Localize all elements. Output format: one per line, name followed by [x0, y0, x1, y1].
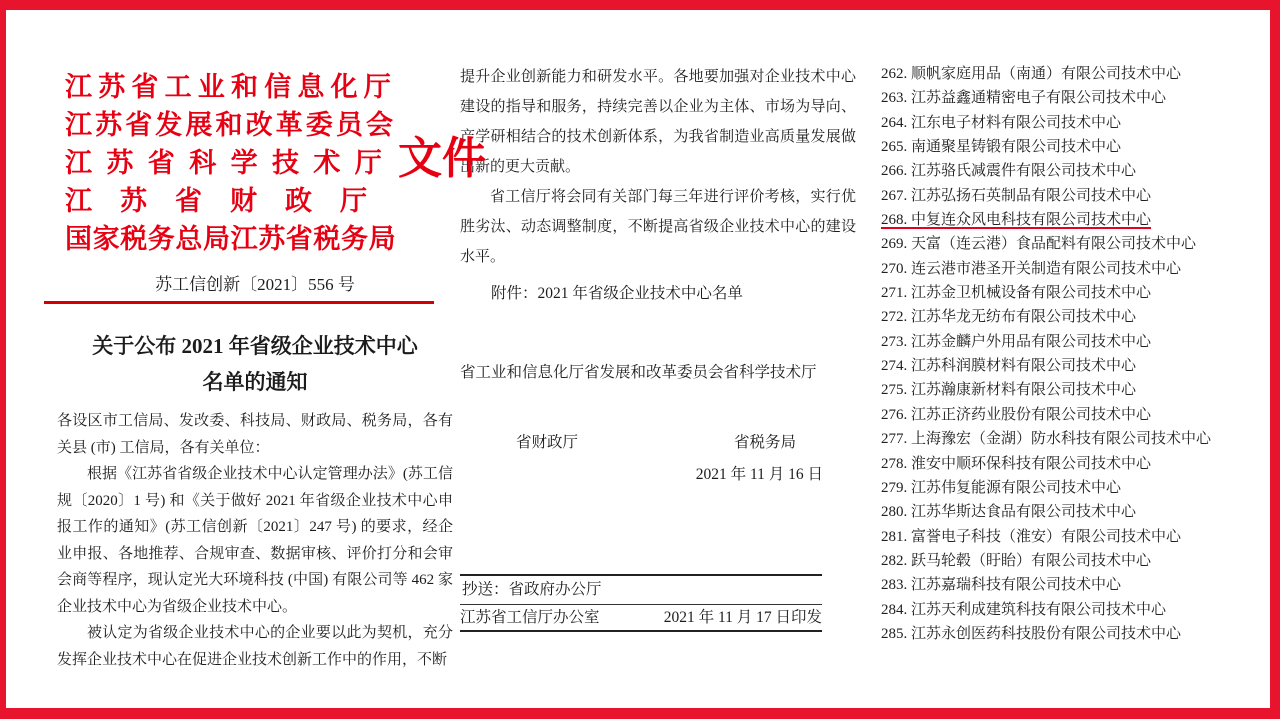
letterhead-agency: 江苏省发展和改革委员会 [65, 110, 397, 140]
letterhead-doc-word: 文件 [398, 134, 486, 183]
list-item-highlighted: 268. 中复连众风电科技有限公司技术中心 [881, 212, 1152, 229]
body-paragraph: 提升企业创新能力和研发水平。各地要加强对企业技术中心建设的指导和服务，持续完善以企业为主体、市场为导向、产学研相结合的技术创新体系，为我省制造业高质量发展做出新的更大贡献。 [460, 69, 856, 175]
list-item: 270. 连云港市港圣开关制造有限公司技术中心 [881, 260, 1182, 277]
letterhead [65, 68, 486, 258]
signature-agency: 省发展和改革委员会 [584, 364, 724, 381]
list-item: 274. 江苏科润膜材料有限公司技术中心 [881, 358, 1137, 375]
list-item: 264. 江东电子材料有限公司技术中心 [881, 114, 1122, 131]
list-item: 271. 江苏金卫机械设备有限公司技术中心 [881, 285, 1152, 302]
signature-agency: 省科学技术厅 [723, 364, 817, 381]
issue-line [460, 605, 822, 630]
issuing-office: 江苏省工信厅办公室 [460, 609, 600, 626]
list-item: 281. 富誉电子科技（淮安）有限公司技术中心 [881, 528, 1182, 545]
list-item: 275. 江苏瀚康新材料有限公司技术中心 [881, 382, 1137, 399]
letterhead-divider [44, 301, 434, 304]
document-footer [460, 574, 822, 632]
list-item: 283. 江苏嘉瑞科技有限公司技术中心 [881, 577, 1122, 594]
list-item: 284. 江苏天利成建筑科技有限公司技术中心 [881, 601, 1167, 618]
footer-rule [460, 630, 822, 632]
list-item: 276. 江苏正济药业股份有限公司技术中心 [881, 406, 1152, 423]
attachment-label: 附件：2021 年省级企业技术中心名单 [491, 285, 743, 302]
list-item: 279. 江苏伟复能源有限公司技术中心 [881, 479, 1122, 496]
list-item: 278. 淮安中顺环保科技有限公司技术中心 [881, 455, 1152, 472]
right-column [856, 10, 1270, 708]
list-item: 265. 南通聚星铸锻有限公司技术中心 [881, 139, 1122, 156]
document-title [57, 328, 453, 400]
cc-line: 抄送：省政府办公厅 [462, 581, 602, 598]
list-item: 280. 江苏华斯达食品有限公司技术中心 [881, 504, 1137, 521]
list-item: 267. 江苏弘扬石英制品有限公司技术中心 [881, 187, 1152, 204]
list-item: 262. 顺帆家庭用品（南通）有限公司技术中心 [881, 66, 1182, 82]
list-item: 269. 天富（连云港）食品配料有限公司技术中心 [881, 236, 1197, 253]
letterhead-agency: 江苏省工业和信息化厅 [65, 72, 397, 102]
document-title-line2: 名单的通知 [202, 370, 308, 394]
signature-agency: 省工业和信息化厅 [460, 364, 585, 381]
issue-date: 2021 年 11 月 17 日印发 [663, 609, 822, 626]
left-column [6, 10, 486, 708]
list-item: 285. 江苏永创医药科技股份有限公司技术中心 [881, 625, 1182, 642]
middle-column [453, 10, 856, 708]
letterhead-agency: 江苏省财政厅 [65, 186, 395, 216]
list-item: 282. 跃马轮毂（盱眙）有限公司技术中心 [881, 552, 1152, 569]
list-item: 277. 上海豫宏（金湖）防水科技有限公司技术中心 [881, 431, 1212, 448]
signature-agency: 省税务局 [733, 434, 796, 451]
body-paragraph: 各设区市工信局、发改委、科技局、财政局、税务局，各有关县 (市) 工信局，各有关单位： [57, 413, 453, 456]
signature-agency: 省财政厅 [516, 434, 579, 451]
signature-row-2 [460, 430, 812, 452]
letterhead-agency: 国家税务总局江苏省税务局 [65, 224, 397, 254]
doc-number: 苏工信创新〔2021〕556 号 [155, 275, 355, 294]
signature-row-1 [460, 360, 817, 382]
body-paragraph: 根据《江苏省省级企业技术中心认定管理办法》(苏工信规〔2020〕1 号) 和《关于做好 2021 年省级企业技术中心申报工作的通知》(苏工信创新〔2021〕247 号) 的要求，经企业申报、各地推荐、合规审查、数据审核、评价打分和会审会商等程序，现认定光大环境科技 (中国) 有限公司等 462 家企业技术中心为省级企业技术中心。 [57, 466, 453, 615]
signature-date: 2021 年 11 月 16 日 [695, 466, 823, 483]
body-paragraph: 省工信厅将会同有关部门每三年进行评价考核，实行优胜劣汰、动态调整制度，不断提高省级企业技术中心的建设水平。 [460, 189, 856, 265]
attachment-list [881, 62, 1260, 646]
list-item: 266. 江苏骆氏减震件有限公司技术中心 [881, 163, 1137, 180]
list-item: 272. 江苏华龙无纺布有限公司技术中心 [881, 309, 1137, 326]
list-item: 273. 江苏金麟户外用品有限公司技术中心 [881, 333, 1152, 350]
letterhead-agency: 江苏省科学技术厅 [65, 148, 397, 178]
body-paragraph: 被认定为省级企业技术中心的企业要以此为契机，充分发挥企业技术中心在促进企业技术创新工作中的作用，不断 [57, 625, 453, 668]
list-item: 263. 江苏益鑫通精密电子有限公司技术中心 [881, 90, 1167, 107]
document-title-line1: 关于公布 2021 年省级企业技术中心 [92, 334, 418, 358]
